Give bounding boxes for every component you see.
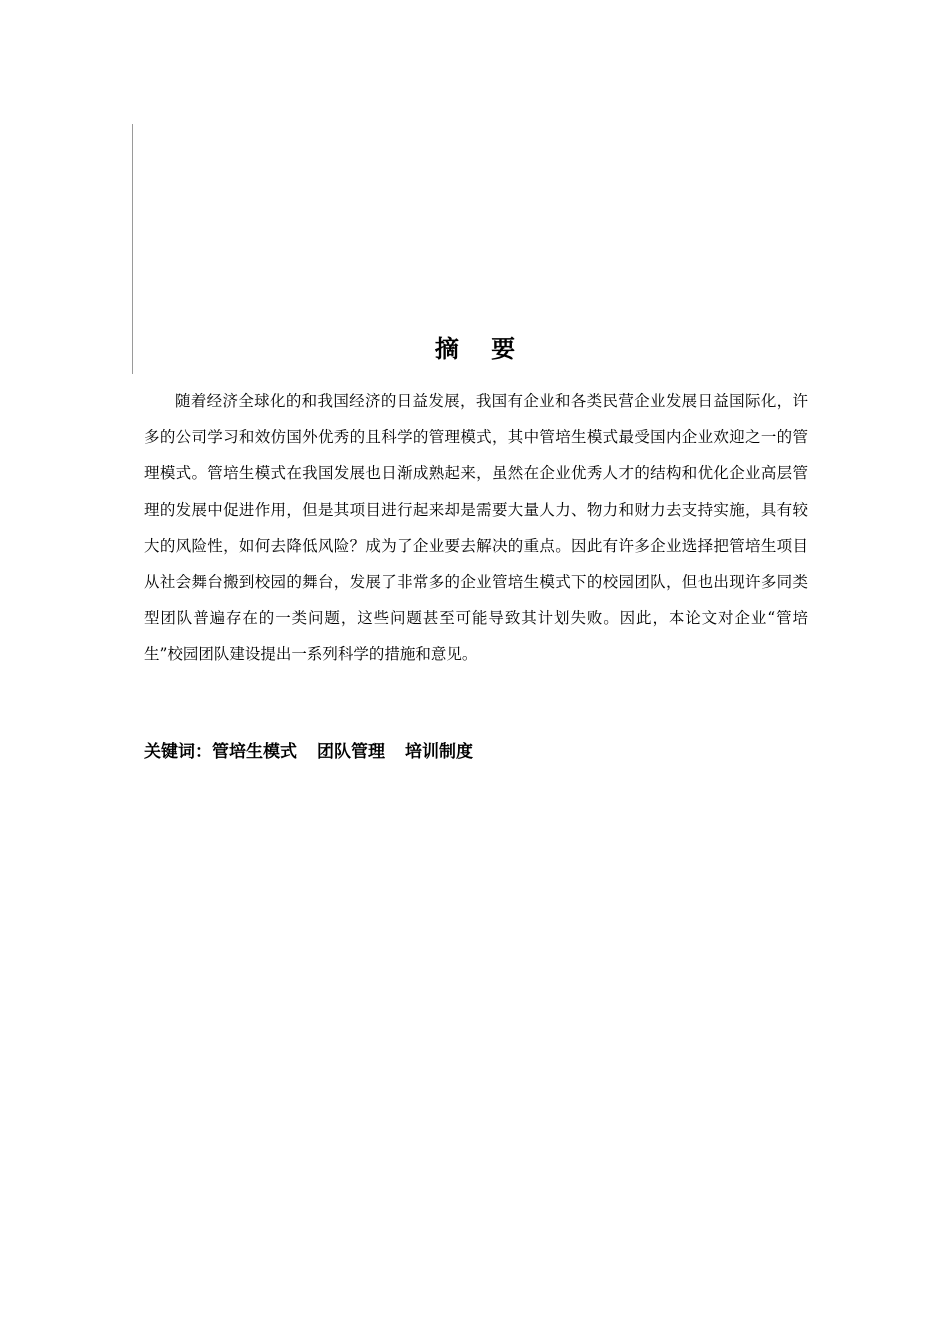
keywords-label: 关键词： [144,742,212,762]
keyword-item: 团队管理 [317,742,385,762]
keyword-item: 管培生模式 [212,742,297,762]
keyword-item: 培训制度 [405,742,473,762]
keywords-line [144,736,493,768]
abstract-body: 随着经济全球化的和我国经济的日益发展，我国有企业和各类民营企业发展日益国际化，许多的公司学习和效仿国外优秀的且科学的管理模式，其中管培生模式最受国内企业欢迎之一的管理模式。管培生模式在我国发展也日渐成熟起来，虽然在企业优秀人才的结构和优化企业高层管理的发展中促进作用，但是其项目进行起来却是需要大量人力、物力和财力去支持实施，具有较大的风险性，如何去降低风险？成为了企业要去解决的重点。因此有许多企业选择把管培生项目从社会舞台搬到校园的舞台，发展了非常多的企业管培生模式下的校园团队，但也出现许多同类型团队普遍存在的一类问题，这些问题甚至可能导致其计划失败。因此，本论文对企业“管培生”校园团队建设提出一系列科学的措施和意见。 [144,392,808,664]
abstract-title: 摘 要 [434,334,528,363]
